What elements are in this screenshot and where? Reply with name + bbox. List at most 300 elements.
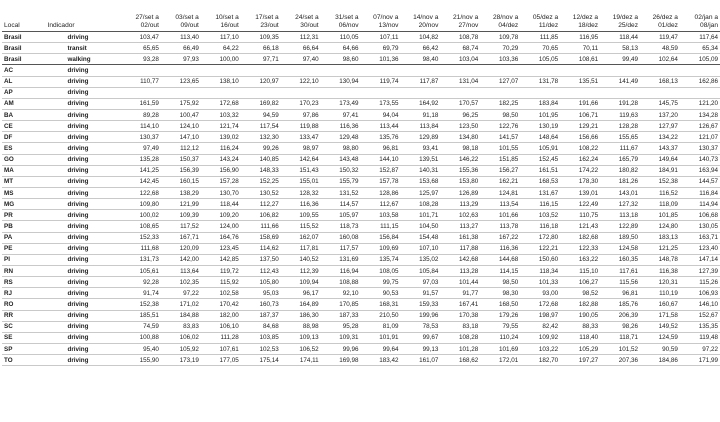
- cell-value: 143,24: [201, 154, 241, 165]
- cell-value: 104,50: [400, 221, 440, 232]
- table-row: [2, 254, 720, 265]
- cell-value: 101,33: [520, 277, 560, 288]
- cell-value: 189,50: [600, 232, 640, 243]
- cell-value: 116,38: [640, 265, 680, 276]
- cell-local: CE: [2, 121, 45, 132]
- cell-value: [361, 65, 401, 76]
- cell-value: 141,25: [121, 165, 161, 176]
- cell-value: 109,94: [281, 277, 321, 288]
- cell-value: [440, 65, 480, 76]
- cell-value: [560, 87, 600, 98]
- cell-value: 121,99: [161, 199, 201, 210]
- cell-value: 83,18: [440, 321, 480, 332]
- cell-value: 106,27: [560, 277, 600, 288]
- cell-value: 167,22: [480, 232, 520, 243]
- cell-value: 114,94: [680, 199, 720, 210]
- cell-local: AC: [2, 65, 45, 76]
- cell-value: [600, 87, 640, 98]
- cell-value: 187,33: [321, 310, 361, 321]
- cell-value: 139,51: [400, 154, 440, 165]
- cell-value: 152,38: [640, 176, 680, 187]
- cell-value: 180,82: [600, 165, 640, 176]
- cell-value: 102,53: [241, 343, 281, 354]
- table-row: [2, 65, 720, 76]
- cell-local: AM: [2, 98, 45, 109]
- cell-value: 114,10: [121, 121, 161, 132]
- cell-value: 94,59: [241, 109, 281, 120]
- cell-local: Brasil: [2, 54, 45, 65]
- cell-value: [161, 87, 201, 98]
- cell-value: 117,61: [600, 265, 640, 276]
- cell-value: 146,10: [680, 299, 720, 310]
- cell-value: 191,66: [560, 98, 600, 109]
- cell-value: 118,09: [640, 199, 680, 210]
- cell-value: 121,25: [640, 243, 680, 254]
- cell-value: 108,05: [361, 265, 401, 276]
- cell-indicador: driving: [45, 32, 121, 43]
- cell-value: 113,18: [600, 210, 640, 221]
- cell-value: 103,47: [121, 32, 161, 43]
- cell-value: 130,37: [121, 132, 161, 143]
- cell-value: 106,93: [680, 288, 720, 299]
- cell-value: 148,64: [520, 132, 560, 143]
- header-period: 19/dez a 25/dez: [612, 14, 638, 29]
- cell-value: 108,22: [560, 143, 600, 154]
- cell-value: 127,07: [480, 76, 520, 87]
- cell-value: 143,01: [600, 187, 640, 198]
- cell-value: 107,10: [400, 243, 440, 254]
- table-body: [2, 32, 720, 366]
- cell-local: MS: [2, 187, 45, 198]
- cell-value: 91,74: [121, 288, 161, 299]
- cell-local: RO: [2, 299, 45, 310]
- cell-value: 150,37: [161, 154, 201, 165]
- cell-value: 141,57: [480, 132, 520, 143]
- cell-value: 110,75: [560, 210, 600, 221]
- cell-value: 161,51: [520, 165, 560, 176]
- cell-value: 118,73: [321, 221, 361, 232]
- cell-value: 99,49: [600, 54, 640, 65]
- table-row: [2, 299, 720, 310]
- cell-value: 115,10: [560, 265, 600, 276]
- cell-value: 122,76: [480, 121, 520, 132]
- cell-value: 139,02: [201, 132, 241, 143]
- cell-value: 91,77: [440, 288, 480, 299]
- cell-value: 173,19: [161, 355, 201, 366]
- cell-value: 108,61: [560, 54, 600, 65]
- cell-value: 95,28: [321, 321, 361, 332]
- cell-value: 66,18: [241, 43, 281, 54]
- cell-value: 144,10: [361, 154, 401, 165]
- cell-value: 64,22: [201, 43, 241, 54]
- cell-value: 112,31: [281, 32, 321, 43]
- cell-value: 121,43: [560, 221, 600, 232]
- header-period: 05/dez a 11/dez: [532, 14, 559, 29]
- cell-value: 124,59: [640, 332, 680, 343]
- header-indicador: Indicador: [47, 22, 75, 29]
- cell-value: 111,68: [121, 243, 161, 254]
- cell-value: 103,36: [480, 54, 520, 65]
- cell-value: 206,39: [600, 310, 640, 321]
- cell-value: [520, 87, 560, 98]
- cell-value: 145,75: [640, 98, 680, 109]
- cell-value: 170,57: [440, 98, 480, 109]
- cell-value: 164,76: [201, 232, 241, 243]
- cell-value: 64,66: [321, 43, 361, 54]
- table-row: [2, 87, 720, 98]
- cell-value: 172,80: [520, 232, 560, 243]
- cell-value: 190,05: [560, 310, 600, 321]
- cell-value: 110,24: [480, 332, 520, 343]
- cell-value: 88,33: [560, 321, 600, 332]
- cell-value: 128,32: [281, 187, 321, 198]
- cell-value: 92,28: [121, 277, 161, 288]
- cell-value: 120,31: [640, 277, 680, 288]
- cell-value: 108,65: [121, 221, 161, 232]
- table-row: [2, 265, 720, 276]
- cell-value: 133,47: [281, 132, 321, 143]
- cell-value: 98,50: [480, 277, 520, 288]
- cell-value: 101,71: [400, 210, 440, 221]
- cell-value: 156,39: [161, 165, 201, 176]
- cell-value: 101,69: [480, 343, 520, 354]
- cell-value: 70,11: [560, 43, 600, 54]
- cell-value: 134,80: [440, 132, 480, 143]
- cell-local: AP: [2, 87, 45, 98]
- cell-value: [281, 65, 321, 76]
- cell-value: 102,63: [440, 210, 480, 221]
- cell-value: 142,00: [161, 254, 201, 265]
- table-row: [2, 187, 720, 198]
- cell-value: 121,20: [680, 98, 720, 109]
- cell-value: 158,69: [241, 232, 281, 243]
- cell-value: 198,97: [520, 310, 560, 321]
- table-row: [2, 332, 720, 343]
- cell-local: SP: [2, 343, 45, 354]
- cell-value: 147,14: [680, 254, 720, 265]
- cell-value: 124,58: [600, 243, 640, 254]
- cell-value: 102,58: [201, 288, 241, 299]
- cell-value: 117,54: [241, 121, 281, 132]
- table-row: [2, 210, 720, 221]
- cell-value: 172,01: [480, 355, 520, 366]
- cell-value: 91,18: [400, 109, 440, 120]
- cell-value: 161,59: [121, 98, 161, 109]
- table-row: [2, 54, 720, 65]
- cell-value: 102,64: [640, 54, 680, 65]
- cell-value: 101,52: [600, 343, 640, 354]
- cell-value: 168,62: [440, 355, 480, 366]
- cell-value: 175,92: [161, 98, 201, 109]
- cell-value: 185,51: [121, 310, 161, 321]
- cell-value: 78,53: [400, 321, 440, 332]
- table-row: [2, 310, 720, 321]
- cell-local: AL: [2, 76, 45, 87]
- cell-value: 108,28: [400, 199, 440, 210]
- cell-value: 113,64: [161, 265, 201, 276]
- cell-value: 135,02: [400, 254, 440, 265]
- cell-value: 103,32: [201, 109, 241, 120]
- table-row: [2, 199, 720, 210]
- cell-value: 135,51: [560, 76, 600, 87]
- cell-indicador: driving: [45, 143, 121, 154]
- cell-value: 113,78: [480, 221, 520, 232]
- table-row: [2, 165, 720, 176]
- table-row: [2, 288, 720, 299]
- cell-value: 116,36: [281, 199, 321, 210]
- cell-value: 84,68: [241, 321, 281, 332]
- cell-value: 126,89: [440, 187, 480, 198]
- cell-value: 112,27: [241, 199, 281, 210]
- cell-value: 96,25: [440, 109, 480, 120]
- cell-value: 120,97: [241, 76, 281, 87]
- cell-value: 116,18: [520, 221, 560, 232]
- cell-value: 95,03: [241, 288, 281, 299]
- cell-local: RS: [2, 277, 45, 288]
- cell-value: 131,73: [121, 254, 161, 265]
- cell-value: 113,84: [400, 121, 440, 132]
- cell-value: [321, 65, 361, 76]
- cell-value: 131,04: [440, 76, 480, 87]
- cell-value: 174,11: [281, 355, 321, 366]
- cell-value: 199,96: [400, 310, 440, 321]
- cell-value: 122,68: [121, 187, 161, 198]
- cell-value: 122,49: [560, 199, 600, 210]
- cell-value: 154,48: [400, 232, 440, 243]
- cell-value: 142,68: [440, 254, 480, 265]
- cell-value: 97,71: [241, 54, 281, 65]
- cell-value: 162,21: [480, 176, 520, 187]
- cell-value: 153,68: [400, 176, 440, 187]
- cell-value: 96,17: [281, 288, 321, 299]
- cell-value: 138,10: [201, 76, 241, 87]
- cell-value: 181,26: [600, 176, 640, 187]
- cell-value: 111,67: [600, 143, 640, 154]
- cell-value: [480, 65, 520, 76]
- cell-indicador: driving: [45, 132, 121, 143]
- cell-value: 117,88: [440, 243, 480, 254]
- cell-value: 82,42: [520, 321, 560, 332]
- header-period: 26/dez a 01/dez: [652, 14, 678, 29]
- cell-value: 197,27: [560, 355, 600, 366]
- cell-value: 99,26: [241, 143, 281, 154]
- cell-value: 97,03: [400, 277, 440, 288]
- cell-value: 149,52: [640, 321, 680, 332]
- cell-value: 114,57: [321, 199, 361, 210]
- cell-value: 116,52: [640, 187, 680, 198]
- cell-value: 135,74: [361, 254, 401, 265]
- cell-local: PB: [2, 221, 45, 232]
- cell-value: 89,28: [121, 109, 161, 120]
- cell-value: 184,91: [640, 165, 680, 176]
- cell-value: 156,90: [201, 165, 241, 176]
- header-period: 14/nov a 20/nov: [413, 14, 439, 29]
- cell-value: 111,15: [361, 221, 401, 232]
- table-row: [2, 243, 720, 254]
- cell-value: [201, 87, 241, 98]
- cell-value: 110,05: [321, 32, 361, 43]
- cell-value: 92,10: [321, 288, 361, 299]
- cell-value: 169,98: [321, 355, 361, 366]
- cell-value: 115,52: [281, 221, 321, 232]
- cell-value: 105,61: [121, 265, 161, 276]
- cell-value: 97,40: [281, 54, 321, 65]
- cell-value: 170,42: [201, 299, 241, 310]
- cell-indicador: driving: [45, 87, 121, 98]
- cell-value: 109,69: [361, 243, 401, 254]
- cell-value: 69,79: [361, 43, 401, 54]
- cell-value: 101,91: [361, 332, 401, 343]
- cell-value: 101,28: [440, 343, 480, 354]
- cell-value: [520, 65, 560, 76]
- cell-local: Brasil: [2, 43, 45, 54]
- cell-value: [201, 65, 241, 76]
- cell-value: 130,05: [680, 221, 720, 232]
- cell-value: 111,28: [201, 332, 241, 343]
- cell-value: 116,36: [321, 121, 361, 132]
- cell-value: 109,13: [281, 332, 321, 343]
- cell-value: 105,84: [400, 265, 440, 276]
- cell-local: RN: [2, 265, 45, 276]
- cell-value: 139,01: [560, 187, 600, 198]
- cell-value: 90,59: [640, 343, 680, 354]
- cell-value: 105,80: [241, 277, 281, 288]
- header-period: 21/nov a 27/nov: [453, 14, 479, 29]
- cell-indicador: driving: [45, 277, 121, 288]
- cell-value: 103,58: [361, 210, 401, 221]
- cell-value: 148,33: [241, 165, 281, 176]
- cell-value: 93,41: [400, 143, 440, 154]
- cell-value: 140,52: [281, 254, 321, 265]
- cell-value: 168,13: [640, 76, 680, 87]
- cell-value: 171,58: [640, 310, 680, 321]
- cell-value: 116,36: [480, 243, 520, 254]
- cell-value: 116,94: [321, 265, 361, 276]
- cell-value: 130,70: [201, 187, 241, 198]
- cell-value: 155,90: [121, 355, 161, 366]
- cell-value: 101,95: [520, 109, 560, 120]
- cell-value: 123,45: [201, 243, 241, 254]
- cell-value: 117,52: [161, 221, 201, 232]
- cell-value: 182,70: [520, 355, 560, 366]
- table-row: [2, 43, 720, 54]
- cell-value: 172,68: [520, 299, 560, 310]
- header-period: 28/nov a 04/dez: [492, 14, 519, 29]
- cell-value: 101,36: [361, 54, 401, 65]
- cell-indicador: driving: [45, 187, 121, 198]
- table-row: [2, 277, 720, 288]
- cell-value: [680, 87, 720, 98]
- cell-local: PR: [2, 210, 45, 221]
- cell-indicador: driving: [45, 154, 121, 165]
- cell-value: 97,22: [680, 343, 720, 354]
- cell-value: 99,64: [361, 343, 401, 354]
- cell-value: 183,13: [640, 232, 680, 243]
- cell-value: 131,69: [321, 254, 361, 265]
- cell-value: 123,40: [680, 243, 720, 254]
- cell-value: 106,52: [281, 343, 321, 354]
- cell-value: 161,38: [440, 232, 480, 243]
- cell-value: 163,94: [680, 165, 720, 176]
- table-row: [2, 76, 720, 87]
- cell-value: 113,29: [440, 199, 480, 210]
- cell-value: 172,68: [201, 98, 241, 109]
- cell-indicador: driving: [45, 210, 121, 221]
- cell-indicador: driving: [45, 243, 121, 254]
- table-row: [2, 32, 720, 43]
- cell-value: 182,25: [480, 98, 520, 109]
- cell-indicador: walking: [45, 54, 121, 65]
- cell-value: 152,25: [241, 176, 281, 187]
- cell-value: 48,59: [640, 43, 680, 54]
- cell-value: 149,64: [640, 154, 680, 165]
- cell-value: 142,45: [121, 176, 161, 187]
- cell-value: 135,35: [680, 321, 720, 332]
- cell-indicador: driving: [45, 199, 121, 210]
- cell-value: 99,67: [400, 332, 440, 343]
- cell-value: 119,72: [201, 265, 241, 276]
- cell-value: 146,22: [440, 154, 480, 165]
- table-row: [2, 132, 720, 143]
- cell-value: 141,49: [600, 76, 640, 87]
- cell-value: 109,39: [161, 210, 201, 221]
- cell-value: 163,71: [680, 232, 720, 243]
- header-period: 03/set a 09/out: [175, 14, 199, 29]
- cell-value: 160,67: [640, 299, 680, 310]
- cell-value: 120,09: [161, 243, 201, 254]
- cell-value: 119,63: [600, 109, 640, 120]
- cell-value: [640, 65, 680, 76]
- cell-value: 163,22: [560, 254, 600, 265]
- cell-indicador: driving: [45, 265, 121, 276]
- cell-value: 112,39: [281, 265, 321, 276]
- mobility-table: [2, 0, 720, 366]
- cell-value: 170,38: [440, 310, 480, 321]
- header-period: 12/dez a 18/dez: [572, 14, 599, 29]
- table-row: [2, 343, 720, 354]
- cell-indicador: driving: [45, 299, 121, 310]
- cell-indicador: driving: [45, 254, 121, 265]
- cell-value: 105,29: [560, 343, 600, 354]
- cell-value: 147,10: [161, 132, 201, 143]
- cell-value: [361, 87, 401, 98]
- cell-value: 112,43: [241, 265, 281, 276]
- cell-local: RR: [2, 310, 45, 321]
- cell-value: 160,15: [161, 176, 201, 187]
- cell-local: PE: [2, 243, 45, 254]
- cell-value: 162,24: [560, 154, 600, 165]
- cell-value: 152,67: [680, 310, 720, 321]
- cell-value: 171,02: [161, 299, 201, 310]
- cell-value: [600, 65, 640, 76]
- cell-value: 109,35: [241, 32, 281, 43]
- cell-value: 97,22: [161, 288, 201, 299]
- cell-value: 169,82: [241, 98, 281, 109]
- cell-value: 121,74: [201, 121, 241, 132]
- cell-value: 100,47: [161, 109, 201, 120]
- cell-value: 116,15: [520, 199, 560, 210]
- cell-value: 173,55: [361, 98, 401, 109]
- cell-value: 125,97: [400, 187, 440, 198]
- cell-value: 186,30: [281, 310, 321, 321]
- cell-value: 100,00: [201, 54, 241, 65]
- cell-value: 123,50: [440, 121, 480, 132]
- cell-value: 143,37: [640, 143, 680, 154]
- cell-local: PI: [2, 254, 45, 265]
- cell-value: 132,30: [241, 132, 281, 143]
- cell-value: 170,85: [321, 299, 361, 310]
- cell-value: 124,80: [640, 221, 680, 232]
